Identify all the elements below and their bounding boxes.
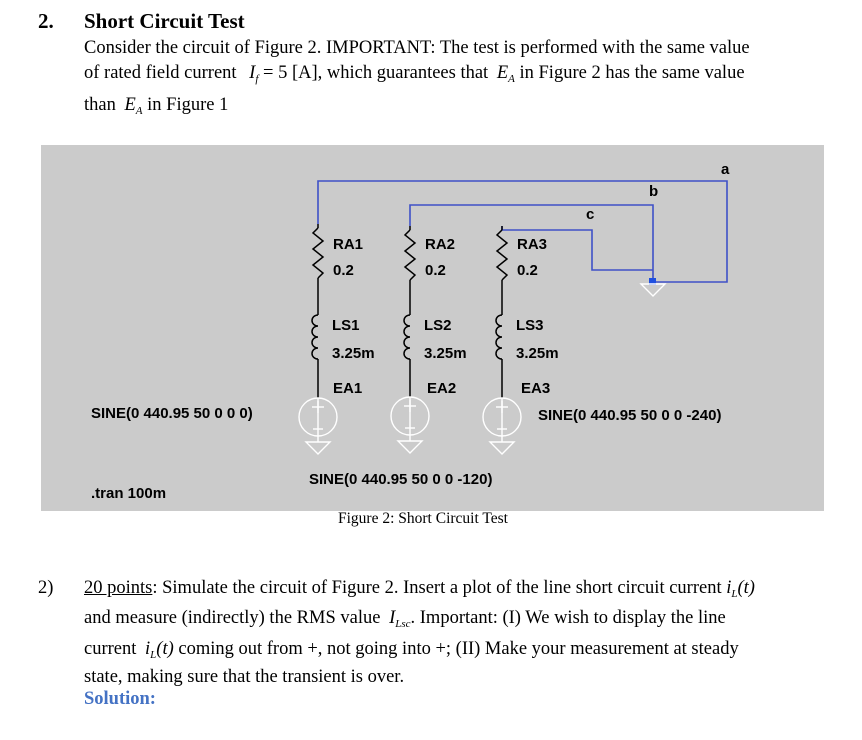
ra1-label: RA1 [333, 236, 364, 253]
ra2-label: RA2 [425, 236, 456, 253]
question-number: 2) [38, 578, 54, 598]
phase-1-components [312, 224, 323, 398]
ea1-spec: SINE(0 440.95 50 0 0 0) [91, 405, 253, 422]
section-title: Short Circuit Test [84, 9, 245, 33]
ra3-value: 0.2 [517, 262, 538, 279]
figure-caption: Figure 2: Short Circuit Test [338, 510, 508, 527]
source-ea3 [483, 398, 521, 454]
inductor-ls3 [496, 315, 502, 359]
ea3-label: EA3 [521, 380, 551, 397]
question-line-4: state, making sure that the transient is over. [84, 667, 405, 687]
source-ea2 [391, 397, 429, 453]
question-line-3: current $i_L(t)$ coming out from +, not going into +; (II) Make your measurement at steady [84, 639, 739, 661]
ra3-label: RA3 [517, 236, 548, 253]
ls1-label: LS1 [332, 317, 360, 334]
solution-heading: Solution: [84, 689, 156, 709]
ea2-label: EA2 [427, 380, 457, 397]
voltage-sources [299, 397, 521, 454]
ls2-value: 3.25m [424, 345, 467, 362]
intro-line-1: Consider the circuit of Figure 2. IMPORTANT: The test is performed with the same value [84, 38, 750, 58]
ground-symbol-top [641, 284, 665, 296]
points-label: 20 points [84, 578, 153, 598]
schematic-figure [41, 145, 824, 511]
phase-3-components [496, 226, 507, 398]
intro-line-3: than $E_A$ in Figure 1 [84, 95, 229, 117]
node-c-label: c [586, 206, 595, 223]
ls1-value: 3.25m [332, 345, 375, 362]
ls3-label: LS3 [516, 317, 544, 334]
section-number: 2. [38, 9, 54, 33]
node-b-label: b [649, 183, 659, 200]
question-line-1: 20 points: Simulate the circuit of Figure 2. Insert a plot of the line short circuit current $i_L(t)$ [84, 578, 755, 600]
tran-directive: .tran 100m [91, 485, 167, 502]
ls2-label: LS2 [424, 317, 452, 334]
ea3-spec: SINE(0 440.95 50 0 0 -240) [538, 407, 722, 424]
ea2-spec: SINE(0 440.95 50 0 0 -120) [309, 471, 493, 488]
ra1-value: 0.2 [333, 262, 354, 279]
resistor-ra3 [497, 230, 507, 280]
question-line-2: and measure (indirectly) the RMS value $I_{Lsc}$. Important: (I) We wish to display the line [84, 608, 726, 630]
ls3-value: 3.25m [516, 345, 559, 362]
source-ea1 [299, 398, 337, 454]
resistor-ra2 [405, 230, 415, 280]
node-a-label: a [721, 161, 730, 178]
phase-2-components [404, 226, 415, 397]
inductor-ls1 [312, 315, 318, 359]
resistor-ra1 [313, 228, 323, 278]
intro-line-2: of rated field current $I_f = 5$ [A], which guarantees that $E_A$ in Figure 2 has the same value [84, 63, 745, 85]
ra2-value: 0.2 [425, 262, 446, 279]
inductor-ls2 [404, 315, 410, 359]
ea1-label: EA1 [333, 380, 363, 397]
